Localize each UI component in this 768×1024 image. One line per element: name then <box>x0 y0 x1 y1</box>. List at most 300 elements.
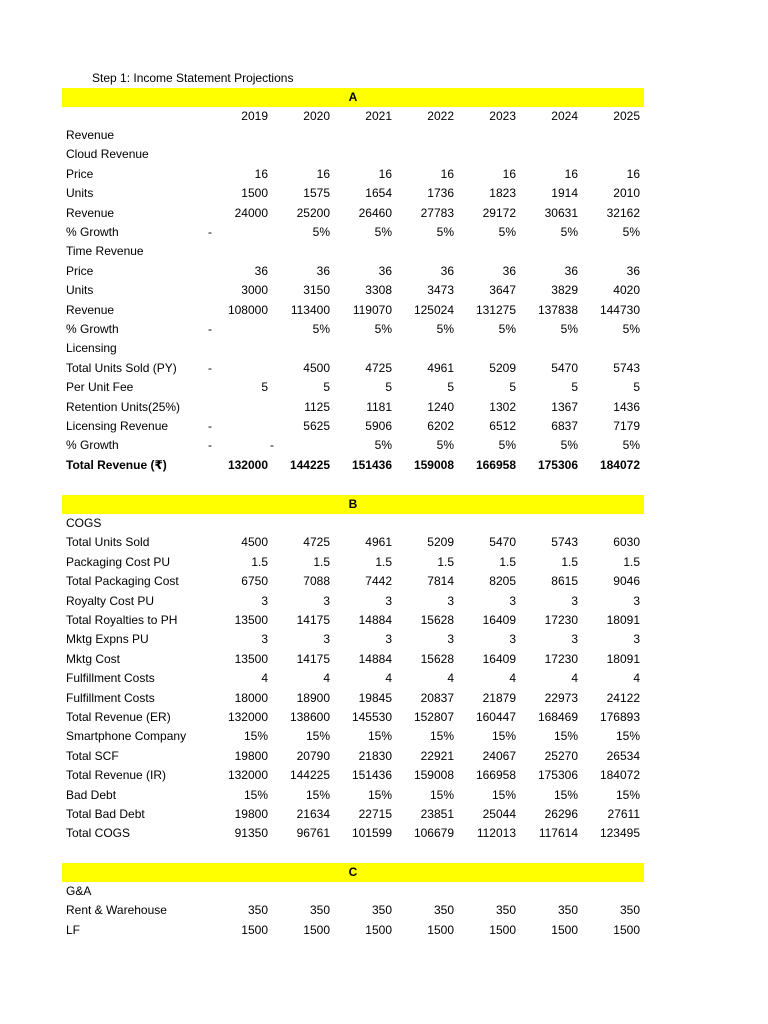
cell-value: 21879 <box>482 690 516 705</box>
row-label: Total Units Sold (PY) <box>66 360 177 375</box>
row-label: Rent & Warehouse <box>66 903 167 918</box>
cell-value: 350 <box>433 903 454 918</box>
row-label: Total Revenue (IR) <box>66 768 167 783</box>
cell-value: 5 <box>447 380 454 395</box>
table-row <box>0 650 768 669</box>
cell-value: 15628 <box>420 651 454 666</box>
table-row <box>0 553 768 572</box>
cell-value: 4961 <box>365 535 392 550</box>
cell-value: 3 <box>385 593 392 608</box>
cell-value: 4961 <box>427 360 454 375</box>
row-label: Licensing Revenue <box>66 419 169 433</box>
cell-value: 22973 <box>544 690 578 705</box>
cell-value: 1500 <box>241 922 268 937</box>
row-label: Packaging Cost PU <box>66 554 171 569</box>
cell-value: 144730 <box>599 302 640 317</box>
table-row <box>0 436 768 455</box>
table-row <box>0 766 768 785</box>
cell-value: 4725 <box>303 535 330 550</box>
cell-value: 350 <box>371 903 392 918</box>
cell-value: 5% <box>498 438 516 453</box>
cell-value: 5 <box>385 380 392 395</box>
cell-value: 3 <box>447 593 454 608</box>
cell-value: 5906 <box>365 419 392 433</box>
cell-value: 4500 <box>303 360 330 375</box>
year-header: 2019 <box>241 109 268 123</box>
cell-value: 5% <box>436 322 454 336</box>
cell-value: 3 <box>261 632 268 647</box>
cell-value: 36 <box>440 263 454 278</box>
cell-value: 7442 <box>365 574 392 589</box>
cell-value: 18091 <box>606 651 640 666</box>
cell-value: 3308 <box>365 283 392 298</box>
table-row <box>0 359 768 378</box>
cell-value: 1500 <box>551 922 578 937</box>
cell-value: 24122 <box>606 690 640 705</box>
page-title: Step 1: Income Statement Projections <box>92 71 294 85</box>
cell-value: 96761 <box>296 826 330 841</box>
cell-value: 16409 <box>482 651 516 666</box>
cell-value: 20837 <box>420 690 454 705</box>
cell-value: 1914 <box>551 186 578 201</box>
cell-value: 14884 <box>358 613 392 627</box>
cell-value: 3 <box>385 632 392 647</box>
cell-value: 5% <box>374 438 392 453</box>
table-row <box>0 708 768 727</box>
year-header-row <box>0 107 768 126</box>
table-row <box>0 242 768 261</box>
cell-value: 21634 <box>296 807 330 821</box>
cell-value: 1.5 <box>437 554 454 569</box>
row-label: Total Units Sold <box>66 535 150 550</box>
cell-value: 9046 <box>613 574 640 589</box>
cell-value: 5% <box>622 225 640 239</box>
cell-value: 5625 <box>303 419 330 433</box>
row-label: Revenue <box>66 205 115 220</box>
table-row <box>0 805 768 824</box>
row-label: Royalty Cost PU <box>66 593 155 608</box>
row-label: Total Revenue (ER) <box>66 710 171 724</box>
cell-value: 15% <box>367 787 392 802</box>
cell-value: 19845 <box>358 690 392 705</box>
cell-value: 5% <box>498 322 516 336</box>
cell-value: 19800 <box>234 807 268 821</box>
cell-value: 1.5 <box>499 554 516 569</box>
row-label: Revenue <box>66 302 115 317</box>
cell-value: 30631 <box>544 205 578 220</box>
cell-value: 17230 <box>544 613 578 627</box>
cell-value: 15% <box>305 787 330 802</box>
cell-value: 5209 <box>427 535 454 550</box>
row-label: Bad Debt <box>66 787 117 802</box>
cell-value: 29172 <box>482 205 516 220</box>
table-row <box>0 786 768 805</box>
cell-value: 15% <box>553 729 578 744</box>
cell-value: 4 <box>509 671 516 686</box>
cell-value: 5% <box>560 438 578 453</box>
cell-value: 18091 <box>606 613 640 627</box>
cell-value: 32162 <box>606 205 640 220</box>
cell-value: 184072 <box>599 457 640 472</box>
table-row <box>0 398 768 417</box>
cell-value: 1302 <box>489 399 516 414</box>
cell-value: 26296 <box>544 807 578 821</box>
cell-value: 119070 <box>352 302 392 317</box>
cell-value: 17230 <box>544 651 578 666</box>
table-row <box>0 184 768 203</box>
cell-value: 4725 <box>365 360 392 375</box>
table-row <box>0 669 768 688</box>
cell-value: 15628 <box>420 613 454 627</box>
cell-value: 5% <box>622 322 640 336</box>
cell-value: 15% <box>491 729 516 744</box>
cell-value: 4 <box>633 671 640 686</box>
row-label: % Growth <box>66 225 119 239</box>
row-label: % Growth <box>66 438 119 453</box>
cell-value: 16 <box>378 166 392 181</box>
section-banner-a: A <box>62 88 644 107</box>
cell-value: 138600 <box>289 710 330 724</box>
table-row <box>0 223 768 242</box>
cell-value: 1500 <box>427 922 454 937</box>
row-label: Mktg Cost <box>66 651 121 666</box>
row-label: Per Unit Fee <box>66 380 134 395</box>
cell-value: 350 <box>619 903 640 918</box>
cell-value: 15% <box>429 729 454 744</box>
cell-value: 112013 <box>476 826 516 841</box>
table-row <box>0 145 768 164</box>
cell-value: 3 <box>633 632 640 647</box>
cell-value: 3 <box>261 593 268 608</box>
table-row <box>0 630 768 649</box>
cell-value: 8205 <box>489 574 516 589</box>
cell-value: 1736 <box>427 186 454 201</box>
year-header: 2020 <box>303 109 330 123</box>
cell-value: 36 <box>564 263 578 278</box>
dash-marker: - <box>208 438 212 453</box>
row-label: Total SCF <box>66 748 119 763</box>
cell-value: 144225 <box>289 457 330 472</box>
row-label: Units <box>66 283 94 298</box>
row-label: Fulfillment Costs <box>66 690 155 705</box>
cell-value: 27611 <box>607 807 640 821</box>
cell-value: 16 <box>502 166 516 181</box>
cell-value: 1575 <box>303 186 330 201</box>
cell-value: 15% <box>491 787 516 802</box>
cell-value: 4020 <box>613 283 640 298</box>
year-header: 2025 <box>613 109 640 123</box>
cell-value: 36 <box>626 263 640 278</box>
table-row <box>0 901 768 920</box>
table-row <box>0 204 768 223</box>
cell-value: 36 <box>316 263 330 278</box>
cell-value: 184072 <box>599 768 640 783</box>
cell-value: 1500 <box>303 922 330 937</box>
cell-value: 1.5 <box>623 554 640 569</box>
cell-value: 15% <box>553 787 578 802</box>
table-row <box>0 592 768 611</box>
table-row <box>0 921 768 940</box>
cell-value: 175306 <box>537 457 578 472</box>
cell-value: 131275 <box>475 302 516 317</box>
row-label: COGS <box>66 516 102 530</box>
table-row <box>0 339 768 358</box>
cell-value: 151436 <box>351 457 392 472</box>
cell-value: 5 <box>633 380 640 395</box>
cell-value: 4 <box>323 671 330 686</box>
row-label: Revenue <box>66 128 115 142</box>
cell-value: 160447 <box>475 710 516 724</box>
cell-value: 1500 <box>365 922 392 937</box>
cell-value: 7814 <box>427 574 454 589</box>
cell-value: 4 <box>261 671 268 686</box>
cell-value: 25270 <box>544 748 578 763</box>
cell-value: 132000 <box>227 457 268 472</box>
cell-value: 3150 <box>303 283 330 298</box>
cell-value: 117614 <box>538 826 578 841</box>
cell-value: 20790 <box>296 748 330 763</box>
cell-value: 5% <box>560 322 578 336</box>
cell-value: 24067 <box>482 748 516 763</box>
cell-value: 25200 <box>296 205 330 220</box>
cell-value: 2010 <box>613 186 640 201</box>
cell-value: 4 <box>385 671 392 686</box>
table-row <box>0 882 768 901</box>
cell-value: 16 <box>440 166 454 181</box>
row-label: Time Revenue <box>66 244 144 259</box>
cell-value: 13500 <box>234 613 268 627</box>
cell-value: 101599 <box>351 826 392 841</box>
cell-value: 7088 <box>303 574 330 589</box>
cell-value: 166958 <box>475 457 516 472</box>
section-banner-c: C <box>62 863 644 882</box>
cell-value: 159008 <box>413 457 454 472</box>
cell-value: 21830 <box>358 748 392 763</box>
cell-value: 3 <box>509 593 516 608</box>
cell-value: 3 <box>323 632 330 647</box>
cell-value: 15% <box>305 729 330 744</box>
cell-value: 14175 <box>296 651 330 666</box>
cell-value: 14884 <box>358 651 392 666</box>
table-row <box>0 281 768 300</box>
cell-value: 18000 <box>234 690 268 705</box>
cell-value: 5% <box>374 225 392 239</box>
row-label: Total Revenue (₹) <box>66 457 167 472</box>
cell-value: 26534 <box>606 748 640 763</box>
cell-value: 5 <box>571 380 578 395</box>
cell-value: 1.5 <box>313 554 330 569</box>
year-header: 2023 <box>489 109 516 123</box>
dash-marker: - <box>208 322 212 336</box>
cell-value: 5% <box>436 225 454 239</box>
cell-value: 5% <box>560 225 578 239</box>
cell-value: 350 <box>247 903 268 918</box>
cell-value: 176893 <box>599 710 640 724</box>
cell-value: 36 <box>502 263 516 278</box>
table-row <box>0 301 768 320</box>
year-header: 2021 <box>365 109 392 123</box>
cell-value: 8615 <box>551 574 578 589</box>
table-row <box>0 514 768 533</box>
cell-value: 1.5 <box>375 554 392 569</box>
cell-value: 15% <box>243 787 268 802</box>
cell-value: 15% <box>615 787 640 802</box>
cell-value: 1500 <box>613 922 640 937</box>
dash-marker: - <box>208 419 212 433</box>
dash-marker: - <box>208 360 212 375</box>
cell-value: 350 <box>495 903 516 918</box>
cell-value: 5470 <box>489 535 516 550</box>
cell-value: 15% <box>615 729 640 744</box>
table-row <box>0 824 768 843</box>
cell-value: 1436 <box>613 399 640 414</box>
table-row <box>0 126 768 145</box>
cell-value: 3 <box>509 632 516 647</box>
table-row <box>0 262 768 281</box>
cell-value: 1367 <box>551 399 578 414</box>
row-label: Cloud Revenue <box>66 147 149 162</box>
cell-value: 5% <box>622 438 640 453</box>
cell-value: 5% <box>312 225 330 239</box>
row-label: Total Bad Debt <box>66 807 145 821</box>
cell-value: 6202 <box>427 419 454 433</box>
cell-value: 166958 <box>475 768 516 783</box>
table-row <box>0 165 768 184</box>
cell-value: 1.5 <box>561 554 578 569</box>
cell-value: 6512 <box>489 419 516 433</box>
cell-value: 1500 <box>241 186 268 201</box>
cell-value: 1125 <box>304 399 330 414</box>
cell-value: 16 <box>254 166 268 181</box>
cell-value: 24000 <box>234 205 268 220</box>
table-row <box>0 689 768 708</box>
cell-value: 125024 <box>413 302 454 317</box>
cell-value: 5% <box>498 225 516 239</box>
row-label: LF <box>66 922 81 937</box>
cell-value: 14175 <box>296 613 330 627</box>
table-row <box>0 747 768 766</box>
cell-value: 4 <box>571 671 578 686</box>
cell-value: 6750 <box>241 574 268 589</box>
cell-value: 108000 <box>227 302 268 317</box>
cell-value: 5470 <box>551 360 578 375</box>
cell-value: 16 <box>564 166 578 181</box>
cell-value: 1654 <box>365 186 392 201</box>
cell-value: 132000 <box>227 768 268 783</box>
cell-value: 3829 <box>551 283 578 298</box>
table-row <box>0 320 768 339</box>
table-row <box>0 417 768 436</box>
row-label: Licensing <box>66 341 117 356</box>
cell-value: 5% <box>312 322 330 336</box>
cell-value: 1.5 <box>251 554 268 569</box>
cell-value: 175306 <box>537 768 578 783</box>
cell-value: 91350 <box>234 826 268 841</box>
cell-value: 16 <box>626 166 640 181</box>
cell-value: 3 <box>447 632 454 647</box>
table-row <box>0 378 768 397</box>
cell-value: 6837 <box>551 419 578 433</box>
cell-value: 159008 <box>413 768 454 783</box>
row-label: Total Royalties to PH <box>66 613 178 627</box>
cell-value: 350 <box>557 903 578 918</box>
table-row <box>0 611 768 630</box>
cell-value: 5 <box>509 380 516 395</box>
year-header: 2022 <box>427 109 454 123</box>
cell-value: 1500 <box>489 922 516 937</box>
cell-value: 3000 <box>241 283 268 298</box>
row-label: G&A <box>66 884 92 898</box>
cell-value: 3 <box>633 593 640 608</box>
cell-value: 4500 <box>241 535 268 550</box>
cell-value: 1823 <box>489 186 516 201</box>
row-label: Units <box>66 186 94 201</box>
cell-value: 1240 <box>427 399 454 414</box>
cell-value: 113400 <box>290 302 330 317</box>
row-label: Mktg Expns PU <box>66 632 149 647</box>
cell-value: 144225 <box>289 768 330 783</box>
cell-value: 5% <box>436 438 454 453</box>
cell-value: 145530 <box>351 710 392 724</box>
cell-value: 5 <box>323 380 330 395</box>
cell-value: 132000 <box>227 710 268 724</box>
cell-value: 5% <box>374 322 392 336</box>
cell-value: 15% <box>429 787 454 802</box>
cell-value: 1181 <box>366 399 392 414</box>
cell-value: 15% <box>243 729 268 744</box>
cell-value: 123495 <box>599 826 640 841</box>
cell-value: 15% <box>367 729 392 744</box>
cell-value: 19800 <box>234 748 268 763</box>
cell-value: 26460 <box>358 205 392 220</box>
cell-value: 3647 <box>489 283 516 298</box>
dash-marker: - <box>208 225 212 239</box>
cell-value: 350 <box>309 903 330 918</box>
table-row <box>0 456 768 475</box>
cell-value: 22715 <box>358 807 392 821</box>
cell-value: 106679 <box>413 826 454 841</box>
cell-value: 6030 <box>613 535 640 550</box>
year-header: 2024 <box>551 109 578 123</box>
cell-value: 23851 <box>420 807 454 821</box>
row-label: Price <box>66 263 94 278</box>
section-banner-b: B <box>62 495 644 514</box>
cell-value: 13500 <box>234 651 268 666</box>
dash-marker: - <box>270 438 274 453</box>
table-row <box>0 533 768 552</box>
cell-value: 3 <box>571 593 578 608</box>
row-label: % Growth <box>66 322 119 336</box>
table-row <box>0 727 768 746</box>
cell-value: 137838 <box>537 302 578 317</box>
row-label: Retention Units(25%) <box>66 399 181 414</box>
row-label: Total Packaging Cost <box>66 574 179 589</box>
cell-value: 3 <box>323 593 330 608</box>
cell-value: 7179 <box>613 419 640 433</box>
cell-value: 5743 <box>613 360 640 375</box>
cell-value: 3473 <box>427 283 454 298</box>
cell-value: 16 <box>316 166 330 181</box>
cell-value: 4 <box>447 671 454 686</box>
cell-value: 16409 <box>482 613 516 627</box>
cell-value: 3 <box>571 632 578 647</box>
row-label: Fulfillment Costs <box>66 671 155 686</box>
row-label: Smartphone Company <box>66 729 187 744</box>
cell-value: 5 <box>261 380 268 395</box>
cell-value: 25044 <box>482 807 516 821</box>
cell-value: 36 <box>254 263 268 278</box>
cell-value: 152807 <box>413 710 454 724</box>
